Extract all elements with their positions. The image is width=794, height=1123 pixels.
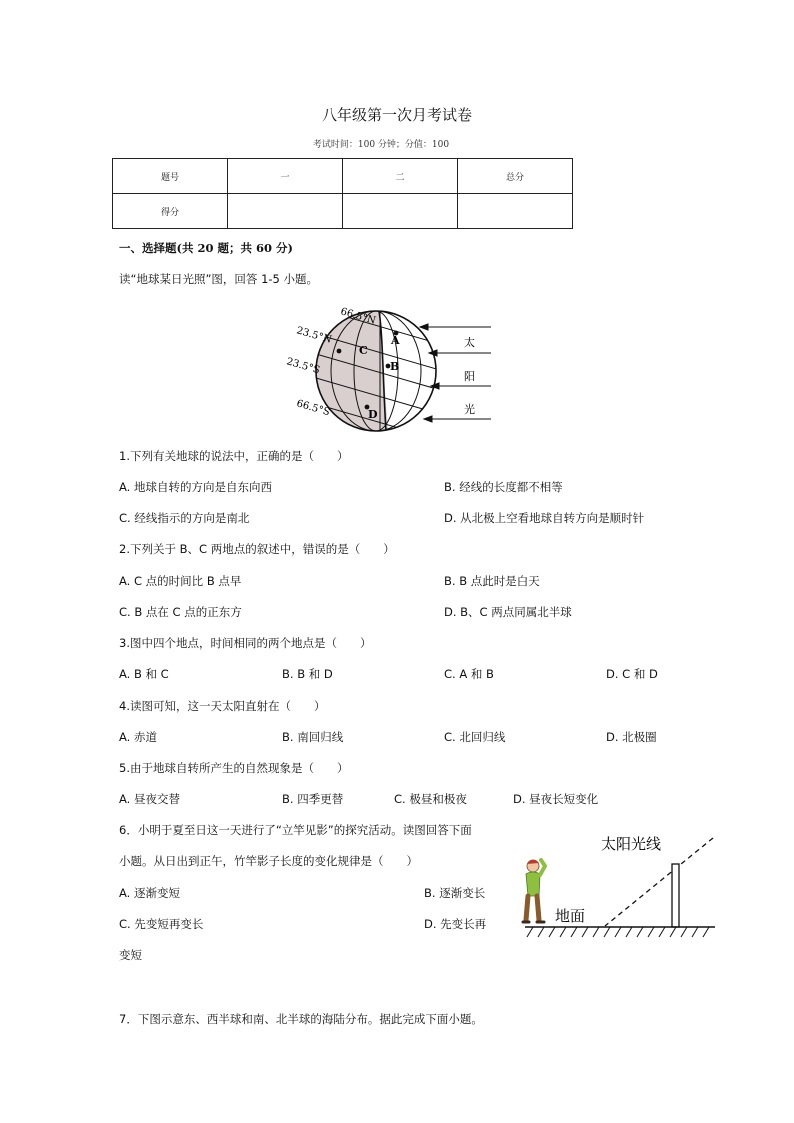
question-4-stem: 4.读图可知，这一天太阳直射在（ ） xyxy=(119,699,326,713)
question-5-option-d[interactable]: D. 昼夜长短变化 xyxy=(513,792,599,806)
question-5-option-a[interactable]: A. 昼夜交替 xyxy=(119,792,180,806)
table-header-cell: 题号 xyxy=(113,159,228,194)
sun-label-tai: 太 xyxy=(464,336,475,349)
pole-shadow-figure xyxy=(515,830,720,942)
question-3-option-a[interactable]: A. B 和 C xyxy=(119,667,169,681)
section-heading: 一、选择题(共 20 题；共 60 分) xyxy=(119,241,293,255)
question-2-option-b[interactable]: B. B 点此时是白天 xyxy=(444,574,540,588)
question-4-option-b[interactable]: B. 南回归线 xyxy=(282,730,344,744)
question-2-option-d[interactable]: D. B、C 两点同属北半球 xyxy=(444,605,572,619)
table-row xyxy=(113,159,573,194)
ground-hatching xyxy=(527,927,709,937)
question-4-option-c[interactable]: C. 北回归线 xyxy=(444,730,506,744)
page-title: 八年级第一次月考试卷 xyxy=(321,106,472,124)
sunlight-label: 太阳光线 xyxy=(601,835,662,853)
point-label-a: A xyxy=(391,334,400,347)
point-label-c: C xyxy=(359,344,368,357)
question-1-option-a[interactable]: A. 地球自转的方向是自东向西 xyxy=(119,480,272,494)
question-6-option-a[interactable]: A. 逐渐变短 xyxy=(119,886,180,900)
boy-figure xyxy=(523,860,545,922)
table-header-cell: 一 xyxy=(228,159,343,194)
question-3-option-c[interactable]: C. A 和 B xyxy=(444,667,494,681)
question-7-stem: 7．下图示意东、西半球和南、北半球的海陆分布。据此完成下面小题。 xyxy=(119,1012,483,1026)
question-1-option-c[interactable]: C. 经线指示的方向是南北 xyxy=(119,511,250,525)
question-5-stem: 5.由于地球自转所产生的自然现象是（ ） xyxy=(119,761,349,775)
question-1-option-d[interactable]: D. 从北极上空看地球自转方向是顺时针 xyxy=(444,511,645,525)
point-label-d: D xyxy=(368,408,378,421)
question-1-option-b[interactable]: B. 经线的长度都不相等 xyxy=(444,480,563,494)
question-2-stem: 2.下列关于 B、C 两地点的叙述中，错误的是（ ） xyxy=(119,542,395,556)
question-4-option-a[interactable]: A. 赤道 xyxy=(119,730,157,744)
score-input-cell[interactable] xyxy=(458,194,573,229)
table-header-cell: 二 xyxy=(343,159,458,194)
table-row xyxy=(113,194,573,229)
lat-label-66n: 66.5°N xyxy=(339,306,377,327)
question-1-stem: 1.下列有关地球的说法中，正确的是（ ） xyxy=(119,449,349,463)
question-6-option-b[interactable]: B. 逐渐变长 xyxy=(424,886,486,900)
question-5-option-c[interactable]: C. 极昼和极夜 xyxy=(394,792,467,806)
question-6-stem-line1: 6．小明于夏至日这一天进行了“立竿见影”的探究活动。读图回答下面 xyxy=(119,823,472,837)
lat-label-23s: 23.5°S xyxy=(285,356,322,377)
question-6-option-d[interactable]: D. 先变长再 xyxy=(424,917,487,931)
question-3-stem: 3.图中四个地点，时间相同的两个地点是（ ） xyxy=(119,636,372,650)
question-4-option-d[interactable]: D. 北极圈 xyxy=(606,730,657,744)
question-5-option-b[interactable]: B. 四季更替 xyxy=(282,792,344,806)
point-label-b: B xyxy=(390,360,400,373)
question-6-option-c[interactable]: C. 先变短再变长 xyxy=(119,917,204,931)
point-c-dot xyxy=(337,349,342,354)
pole xyxy=(672,864,679,927)
question-3-option-b[interactable]: B. B 和 D xyxy=(282,667,333,681)
lat-label-66s: 66.5°S xyxy=(295,398,332,419)
exam-info: 考试时间：100 分钟；分值：100 xyxy=(312,140,450,150)
score-input-cell[interactable] xyxy=(343,194,458,229)
globe-illumination-figure xyxy=(280,296,500,438)
question-6-stem-line2: 小题。从日出到正午，竹竿影子长度的变化规律是（ ） xyxy=(119,854,418,868)
question-2-option-c[interactable]: C. B 点在 C 点的正东方 xyxy=(119,605,242,619)
section-intro: 读“地球某日光照”图，回答 1-5 小题。 xyxy=(119,272,319,286)
sun-rays xyxy=(420,324,491,422)
sun-label-yang: 阳 xyxy=(464,370,475,383)
score-table xyxy=(112,158,573,229)
table-row-label: 得分 xyxy=(113,194,228,229)
table-header-cell: 总分 xyxy=(458,159,573,194)
question-6-option-d-wrap: 变短 xyxy=(119,948,142,962)
sun-label-guang: 光 xyxy=(464,403,475,416)
question-3-option-d[interactable]: D. C 和 D xyxy=(606,667,658,681)
ground-label: 地面 xyxy=(555,907,586,925)
lat-label-23n: 23.5°N xyxy=(295,325,333,346)
question-2-option-a[interactable]: A. C 点的时间比 B 点早 xyxy=(119,574,242,588)
score-input-cell[interactable] xyxy=(228,194,343,229)
